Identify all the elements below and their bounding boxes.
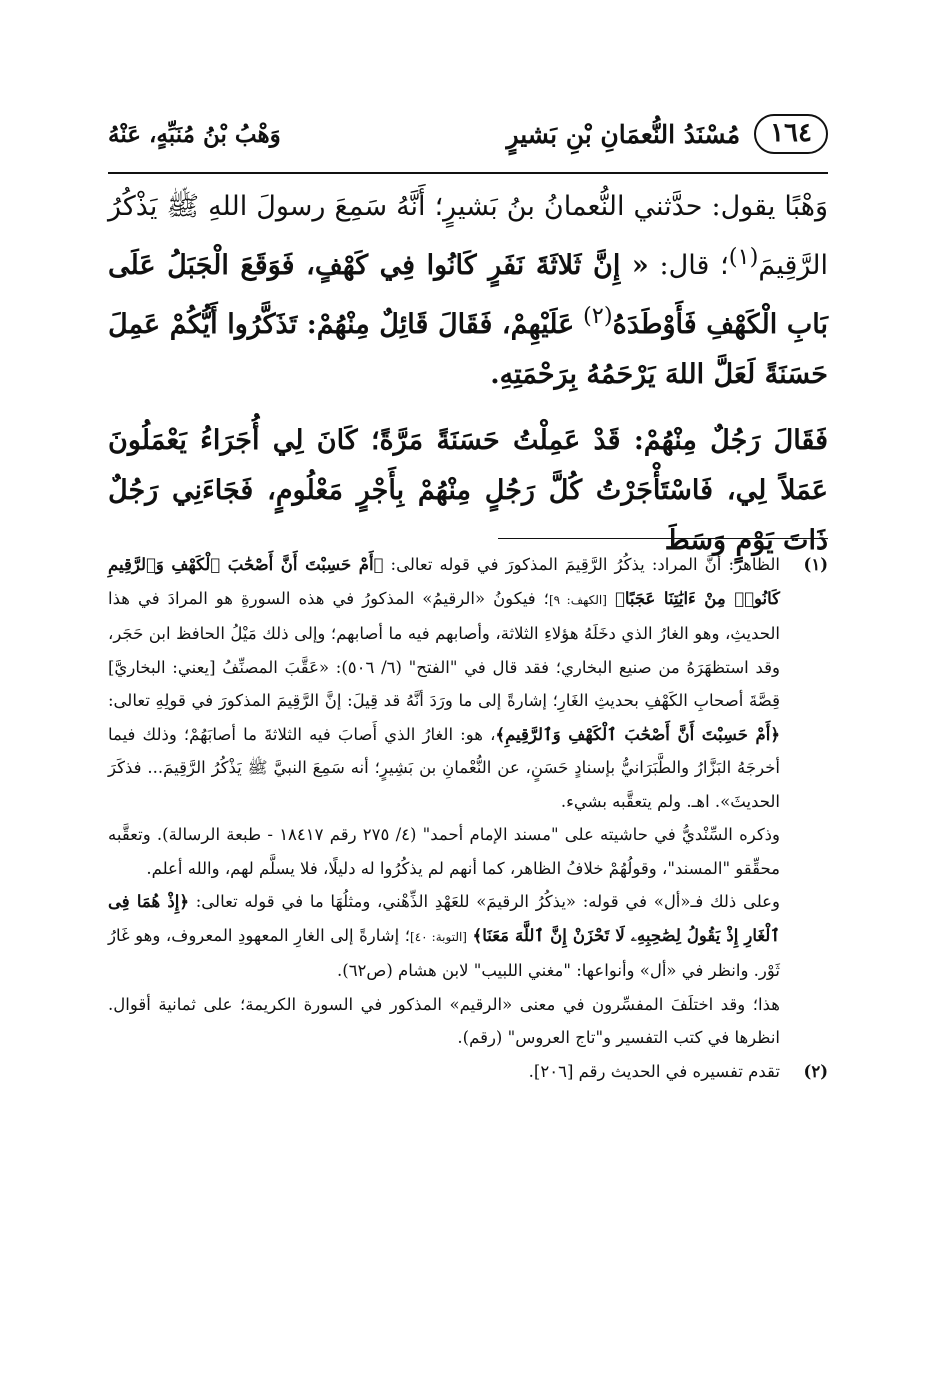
quran-verse-kahf: ﴿أَمْ حَسِبْتَ أَنَّ أَصْحَٰبَ ٱلْكَهْفِ وَٱلرَّقِيمِ كَانُوا۟ مِنْ ءَايَٰتِنَا عَجَبًا﴾	[108, 555, 781, 608]
footnote-2-number: (٢)	[803, 1061, 828, 1081]
quran-verse-tawbah: ﴿إِذْ هُمَا فِى ٱلْغَارِ إِذْ يَقُولُ لِصَٰحِبِهِۦ لَا تَحْزَنْ إِنَّ ٱللَّهَ مَعَنَا﴾	[108, 892, 781, 945]
footnote-1-body: ؛ فيكونُ «الرقيمُ» المذكورُ في هذه السورةِ هو المرادَ في هذا الحديثِ، وهو الغارُ الذي دخَلَهُ هؤلاءِ الثلاثة، وأصابهم فيه ما أصابهم؛ وإلى ذلك مَيْلُ الحافظ ابن حَجَر، وقد استظهَرَهُ من صنيع البخاري؛ فقد قال في "الفتح" (٦/ ٥٠٦): «عَقَّبَ المصنِّفُ [يعني: البخاريَّ] قِصَّةَ أصحابِ الكَهْفِ بحديثِ الغَارِ؛ إشارةً إلى ما ورَدَ أنَّهُ قد قِيلَ: إنَّ الرَّقِيمَ المذكورَ في قولِهِ تعالى:	[108, 588, 780, 710]
quran-verse-kahf-2: ﴿أَمْ حَسِبْتَ أَنَّ أَصْحَٰبَ ٱلْكَهْفِ وَٱلرَّقِيمِ﴾	[495, 724, 780, 744]
section-title: مُسْنَدُ النُّعمَانِ بْنِ بَشيرٍ	[506, 119, 741, 149]
footnote-2-text: تقدم تفسيره في الحديث رقم [٢٠٦].	[528, 1061, 780, 1081]
page-header	[108, 98, 828, 170]
footnote-ref-1: (١)	[728, 244, 759, 270]
paragraph-1	[108, 182, 828, 400]
paragraph-2: فَقَالَ رَجُلٌ مِنْهُمْ: قَدْ عَمِلْتُ حَسَنَةً مَرَّةً؛ كَانَ لِي أُجَرَاءُ يَعْمَلُونَ عَمَلاً لِي، فَاسْتَأْجَرْتُ كُلَّ رَجُلٍ مِنْهُمْ بِأَجْرٍ مَعْلُومٍ، فَجَاءَنِي رَجُلٌ ذَاتَ يَوْمٍ وَسَطَ	[108, 425, 828, 556]
footnote-2	[108, 1055, 828, 1089]
hadith-quote-a: « إِنَّ ثَلاثَةَ نَفَرٍ كَانُوا فِي كَهْفٍ، فَوَقَعَ الْجَبَلُ عَلَى بَابِ الْكَهْفِ فَأَوْطَدَهُ	[108, 250, 828, 340]
narration-said: ؛ قال:	[659, 250, 729, 281]
hadith-quote-b: عَلَيْهِمْ، فَقَالَ قَائِلٌ مِنْهُمْ: تَذَكَّرُوا أَيُّكُمْ عَمِلَ حَسَنَةً لَعَلَّ اللهَ يَرْحَمُهُ بِرَحْمَتِهِ.	[108, 309, 828, 390]
footnote-1-para-2: وذكره السِّنْديُّ في حاشيته على "مسند الإمام أحمد" (٤/ ٢٧٥ رقم ١٨٤١٧ - طبعة الرسالة). وتعقَّبه محقِّقو "المسند"، وقولُهُمْ خلافُ الظاهر، كما أنهم لم يذكُرُوا له دليلًا، فلا يسلَّم لهم، والله أعلم.	[108, 825, 781, 878]
hadith-text	[108, 182, 828, 566]
narration-intro: وَهْبًا يقول: حدَّثني النُّعمانُ بنُ بَشيرٍ؛ أَنَّهُ سَمِعَ رسولَ اللهِ ﷺ يَذْكُرُ الرَّقِيمَ	[108, 191, 828, 281]
verse-ref-tawbah: [التوبة: ٤٠]	[410, 929, 467, 944]
verse-ref-kahf: [الكهف: ٩]	[548, 592, 607, 607]
footnote-1-body-2: ، هو: الغارُ الذي أَصابَ فيه الثلاثةَ ما أصابَهُمْ؛ وذلك فيما أخرجَهُ البَزَّارُ والطَّبَرَانيُّ بإسنادٍ حَسَنٍ، عن النُّعْمانِ بن بَشِيرٍ؛ أنه سَمِعَ النبيَّ ﷺ يَذْكُرُ الرَّقِيمَ... فذكَرَ الحديثَ». اهـ. ولم يتعقَّبه بشيء.	[108, 724, 780, 811]
page-number: ١٦٤	[754, 114, 828, 153]
footnote-ref-2: (٢)	[583, 303, 613, 329]
header-right-group	[506, 114, 828, 153]
footnote-divider	[498, 538, 828, 539]
footnote-1-al-note-2: ؛ إشارةً إلى الغارِ المعهودِ المعروف، وهو غَارُ ثَوْر. وانظر في «أل» وأنواعها: "مغني اللبيب" لابن هشام (ص٦٢).	[108, 925, 780, 980]
footnote-1-para-4: هذا؛ وقد اختلَفَ المفسِّرون في معنى «الرقيم» المذكور في السورة الكريمة؛ على ثمانية أقوال. انظرها في كتب التفسير و"تاج العروس" (رقم).	[108, 994, 780, 1047]
header-divider	[108, 172, 828, 174]
footnote-1-intro: الظاهر: أنَّ المراد: يذكُرُ الرَّقِيمَ المذكورَ في قوله تعالى:	[390, 555, 780, 574]
footnote-1-al-note: وعلى ذلك فـ«أل» في قوله: «يذكُرُ الرقيمَ» للعَهْدِ الذِّهْني، ومثلُهَا ما في قوله تعالى:	[195, 892, 780, 911]
footnote-1-para-3	[108, 885, 828, 988]
footnote-1	[108, 548, 828, 818]
footnotes	[108, 548, 828, 1088]
chapter-title: وَهْبُ بْنُ مُنَبِّهٍ، عَنْهُ	[108, 120, 281, 148]
footnote-1-number: (١)	[803, 555, 828, 574]
